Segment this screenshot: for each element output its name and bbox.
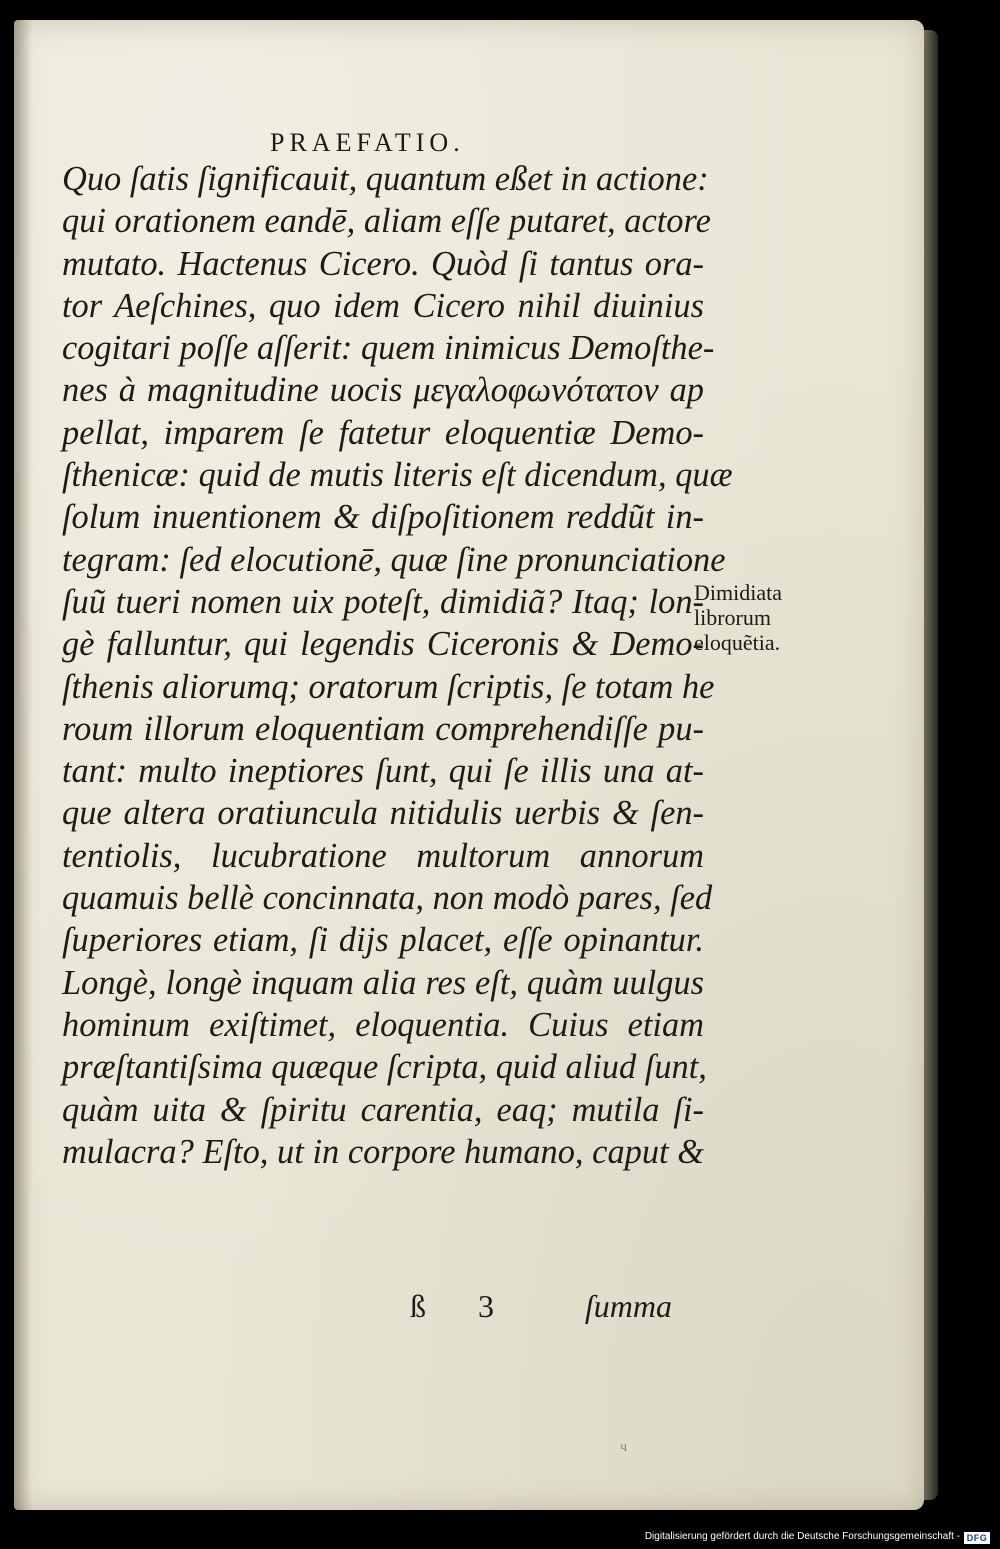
signature-mark: ß [410,1288,426,1324]
text-line: tor Aeſchines, quo idem Cicero nihil diuinius [62,286,704,325]
text-line: ſthenicæ: quid de mutis literis eſt dicendum, quæ [62,456,733,495]
text-line: ſuũ tueri nomen uix poteſt, dimidiã? Itaq; lon- [62,582,704,621]
bottom-mark: ч [620,1440,628,1455]
margin-note [694,580,782,655]
dfg-logo: DFG [964,1532,990,1544]
text-line: tegram: ſed elocutionē, quæ ſine pronunciatione [62,540,726,579]
text-line: hominum exiſtimet, eloquentia. Cuius etiam [62,1005,704,1044]
text-line: Longè, longè inquam alia res eſt, quàm uulgus [62,963,704,1002]
catchword: ſumma [584,1288,672,1324]
running-header: PRAEFATIO. [270,128,465,157]
text-line: quamuis bellè concinnata, non modò pares, ſed [62,879,713,918]
text-line: qui orationem eandē, aliam eſſe putaret, actore [62,202,711,241]
text-line: tentiolis, lucubratione multorum annorum [62,836,704,875]
text-line: roum illorum eloquentiam comprehendiſſe pu- [62,709,704,748]
text-line: ſthenis aliorumq; oratorum ſcriptis, ſe totam he [62,667,715,706]
page-footer [410,1288,672,1328]
page-edge [924,30,938,1500]
text-line: mutato. Hactenus Cicero. Quòd ſi tantus ora- [62,244,704,283]
margin-note-line: eloquẽtia. [694,630,781,655]
text-line: tant: multo ineptiores ſunt, qui ſe illis una at- [62,752,704,791]
text-line: quàm uita & ſpiritu carentia, eaq; mutila ſi- [62,1090,704,1129]
margin-note-line: Dimidiata [694,580,782,605]
text-line: gè falluntur, qui legendis Ciceronis & Demo- [62,625,704,664]
digitization-credit: Digitalisierung gefördert durch die Deutsche Forschungsgemeinschaft - [644,1531,960,1542]
text-line: ſolum inuentionem & diſpoſitionem reddũt in- [62,498,704,537]
text-line: mulacra? Eſto, ut in corpore humano, caput & [62,1132,704,1171]
text-line: Quo ſatis ſignificauit, quantum eßet in actione: [62,160,709,198]
text-line: præſtantiſsima quæque ſcripta, quid aliud ſunt, [62,1048,707,1087]
page-gutter-shadow [14,20,32,1510]
signature-number: 3 [478,1288,494,1324]
text-line: ſuperiores etiam, ſi dijs placet, eſſe opinantur. [62,921,704,960]
text-line: cogitari poſſe aſſerit: quem inimicus Demoſthe- [62,329,715,368]
text-line: pellat, imparem ſe fatetur eloquentiæ Demo- [62,413,704,452]
text-line: nes à magnitudine uocis μεγαλοφωνότατον ap [62,371,704,410]
margin-note-line: librorum [694,605,771,630]
text-line: que altera oratiuncula nitidulis uerbis & ſen- [62,794,704,833]
